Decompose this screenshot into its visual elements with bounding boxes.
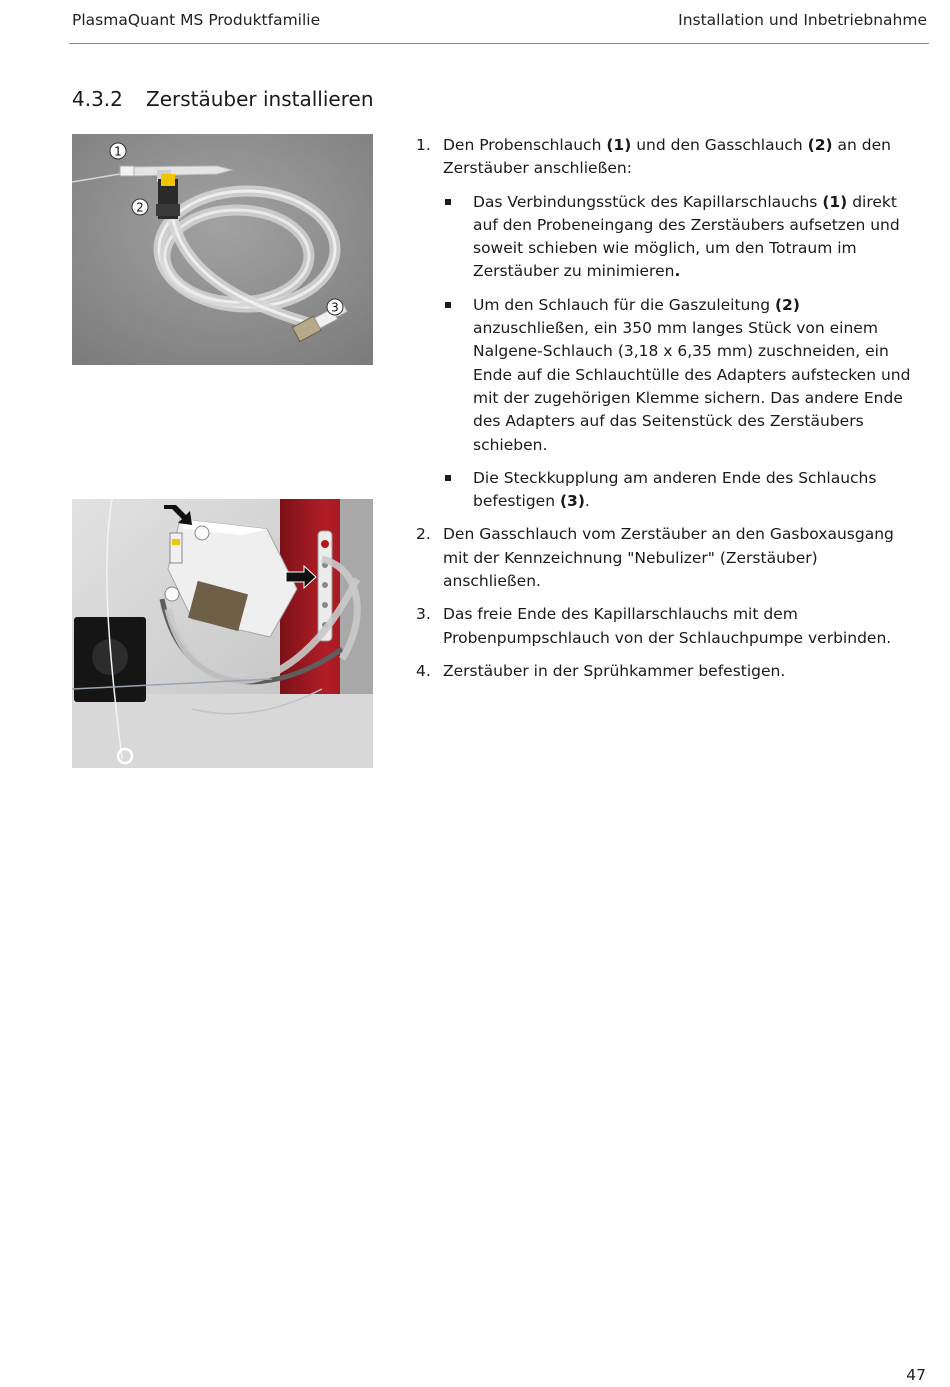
section-number: 4.3.2 bbox=[72, 87, 123, 111]
text-run: und den Gasschlauch bbox=[631, 136, 808, 154]
callout-3: 3 bbox=[331, 300, 339, 315]
step-number: 1. bbox=[416, 136, 431, 154]
bullet-square-icon bbox=[445, 199, 451, 205]
sub-item bbox=[443, 467, 916, 514]
callout-ref: (2) bbox=[774, 295, 800, 314]
nebulizer-tubes-photo bbox=[72, 134, 373, 365]
text-run: anzuschließen, ein 350 mm langes Stück von einem Nalgene-Schlauch (3,18 x 6,35 mm) zuschneiden, ein Ende auf die Schlauchtülle des Adapters aufstecken und mit der zugehörigen Klemme sichern. Das andere Ende des Adapters auf das Seitenstück des Zerstäubers schieben. bbox=[473, 319, 911, 454]
text-run: Die Steckkupplung am anderen Ende des Schlauchs befestigen bbox=[473, 468, 877, 511]
text-run: Den Probenschlauch bbox=[443, 136, 607, 154]
sub-item bbox=[443, 191, 916, 284]
section-title: Zerstäuber installieren bbox=[146, 87, 374, 111]
sub-item bbox=[443, 294, 916, 457]
step-3 bbox=[416, 603, 916, 650]
callout-ref: (1) bbox=[606, 136, 632, 154]
bullet-square-icon bbox=[445, 302, 451, 308]
step-text: Das freie Ende des Kapillarschlauchs mit dem Probenpumpschlauch von der Schlauchpumpe verbinden. bbox=[443, 605, 892, 647]
step-text bbox=[443, 136, 891, 177]
text-run: Das Verbindungsstück des Kapillarschlauchs bbox=[473, 192, 823, 211]
nebulizer-tubes-illustration bbox=[72, 134, 373, 365]
text-run: Um den Schlauch für die Gaszuleitung bbox=[473, 295, 775, 314]
header-divider bbox=[69, 43, 929, 44]
text-run: an den Zerstäuber anschließen: bbox=[443, 136, 891, 178]
step-number: 2. bbox=[416, 525, 431, 544]
callout-2: 2 bbox=[136, 200, 144, 215]
step-text: Den Gasschlauch vom Zerstäuber an den Gasboxausgang mit der Kennzeichnung "Nebulizer" (Zerstäuber) anschließen. bbox=[443, 525, 894, 591]
step-number: 4. bbox=[416, 661, 431, 680]
header-product-family: PlasmaQuant MS Produktfamilie bbox=[72, 11, 321, 29]
page-number: 47 bbox=[906, 1366, 926, 1384]
callout-ref: (3) bbox=[559, 492, 585, 511]
callout-ref: (2) bbox=[807, 136, 833, 154]
instruction-text bbox=[416, 134, 916, 693]
step-1 bbox=[416, 134, 916, 513]
step-text: Zerstäuber in der Sprühkammer befestigen. bbox=[443, 661, 786, 680]
callout-1: 1 bbox=[114, 144, 122, 159]
step-2 bbox=[416, 523, 916, 593]
section-heading bbox=[72, 87, 374, 111]
callout-ref: (1) bbox=[822, 192, 848, 211]
gasbox-connection-photo bbox=[72, 499, 373, 768]
text-run: . bbox=[584, 492, 590, 511]
text-run: . bbox=[674, 262, 681, 281]
header-chapter-title: Installation und Inbetriebnahme bbox=[678, 11, 927, 29]
step-number: 3. bbox=[416, 605, 431, 624]
step-4 bbox=[416, 660, 916, 683]
bullet-square-icon bbox=[445, 475, 451, 481]
gasbox-connection-illustration bbox=[72, 499, 373, 768]
text-run: direkt auf den Probeneingang des Zerstäubers aufsetzen und soweit schieben wie möglich, um den Totraum im Zerstäuber zu minimieren bbox=[473, 192, 900, 281]
